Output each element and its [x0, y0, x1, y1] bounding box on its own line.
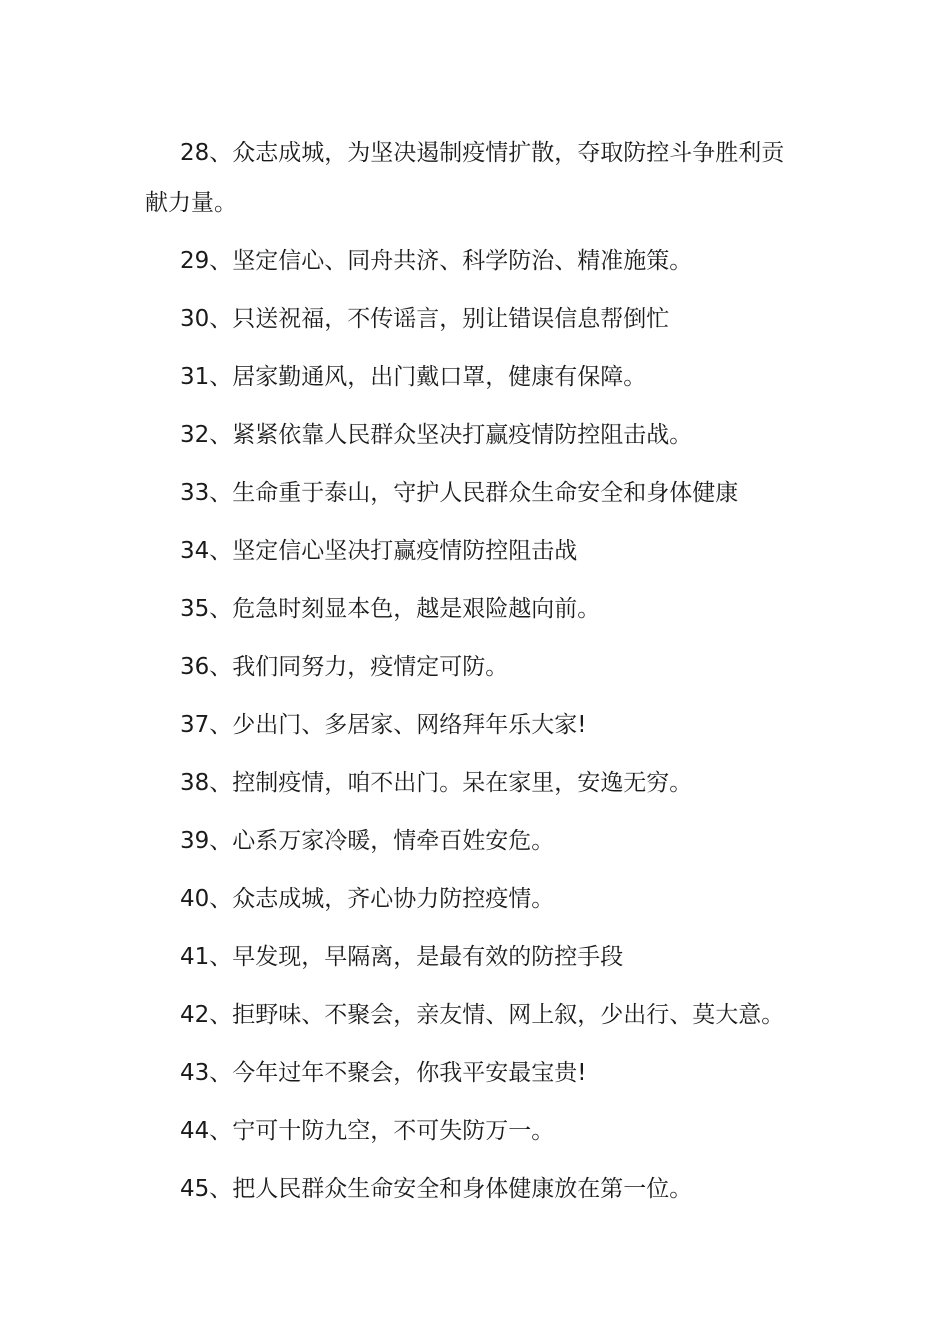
paragraph-44: 44、宁可十防九空，不可失防万一。: [180, 1118, 555, 1144]
paragraph-28: 28、众志成城，为坚决遏制疫情扩散，夺取防控斗争胜利贡献力量。: [145, 140, 785, 216]
paragraph-41: 41、早发现，早隔离，是最有效的防控手段: [180, 944, 624, 970]
paragraph-40: 40、众志成城，齐心协力防控疫情。: [180, 886, 555, 912]
paragraph-36: 36、我们同努力，疫情定可防。: [180, 654, 509, 680]
paragraph-42: 42、拒野味、不聚会，亲友情、网上叙，少出行、莫大意。: [180, 1002, 785, 1028]
paragraph-31: 31、居家勤通风，出门戴口罩，健康有保障。: [180, 364, 647, 390]
paragraph-43: 43、今年过年不聚会，你我平安最宝贵!: [180, 1060, 587, 1086]
paragraph-29: 29、坚定信心、同舟共济、科学防治、精准施策。: [180, 248, 693, 274]
paragraph-33: 33、生命重于泰山，守护人民群众生命安全和身体健康: [180, 480, 739, 506]
paragraph-39: 39、心系万家冷暖，情牵百姓安危。: [180, 828, 555, 854]
paragraph-38: 38、控制疫情，咱不出门。呆在家里，安逸无穷。: [180, 770, 693, 796]
paragraph-32: 32、紧紧依靠人民群众坚决打赢疫情防控阻击战。: [180, 422, 693, 448]
paragraph-35: 35、危急时刻显本色，越是艰险越向前。: [180, 596, 601, 622]
paragraph-30: 30、只送祝福，不传谣言，别让错误信息帮倒忙: [180, 306, 670, 332]
paragraph-37: 37、少出门、多居家、网络拜年乐大家!: [180, 712, 587, 738]
document-body: [145, 128, 825, 1222]
paragraph-45: 45、把人民群众生命安全和身体健康放在第一位。: [180, 1176, 693, 1202]
paragraph-34: 34、坚定信心坚决打赢疫情防控阻击战: [180, 538, 578, 564]
